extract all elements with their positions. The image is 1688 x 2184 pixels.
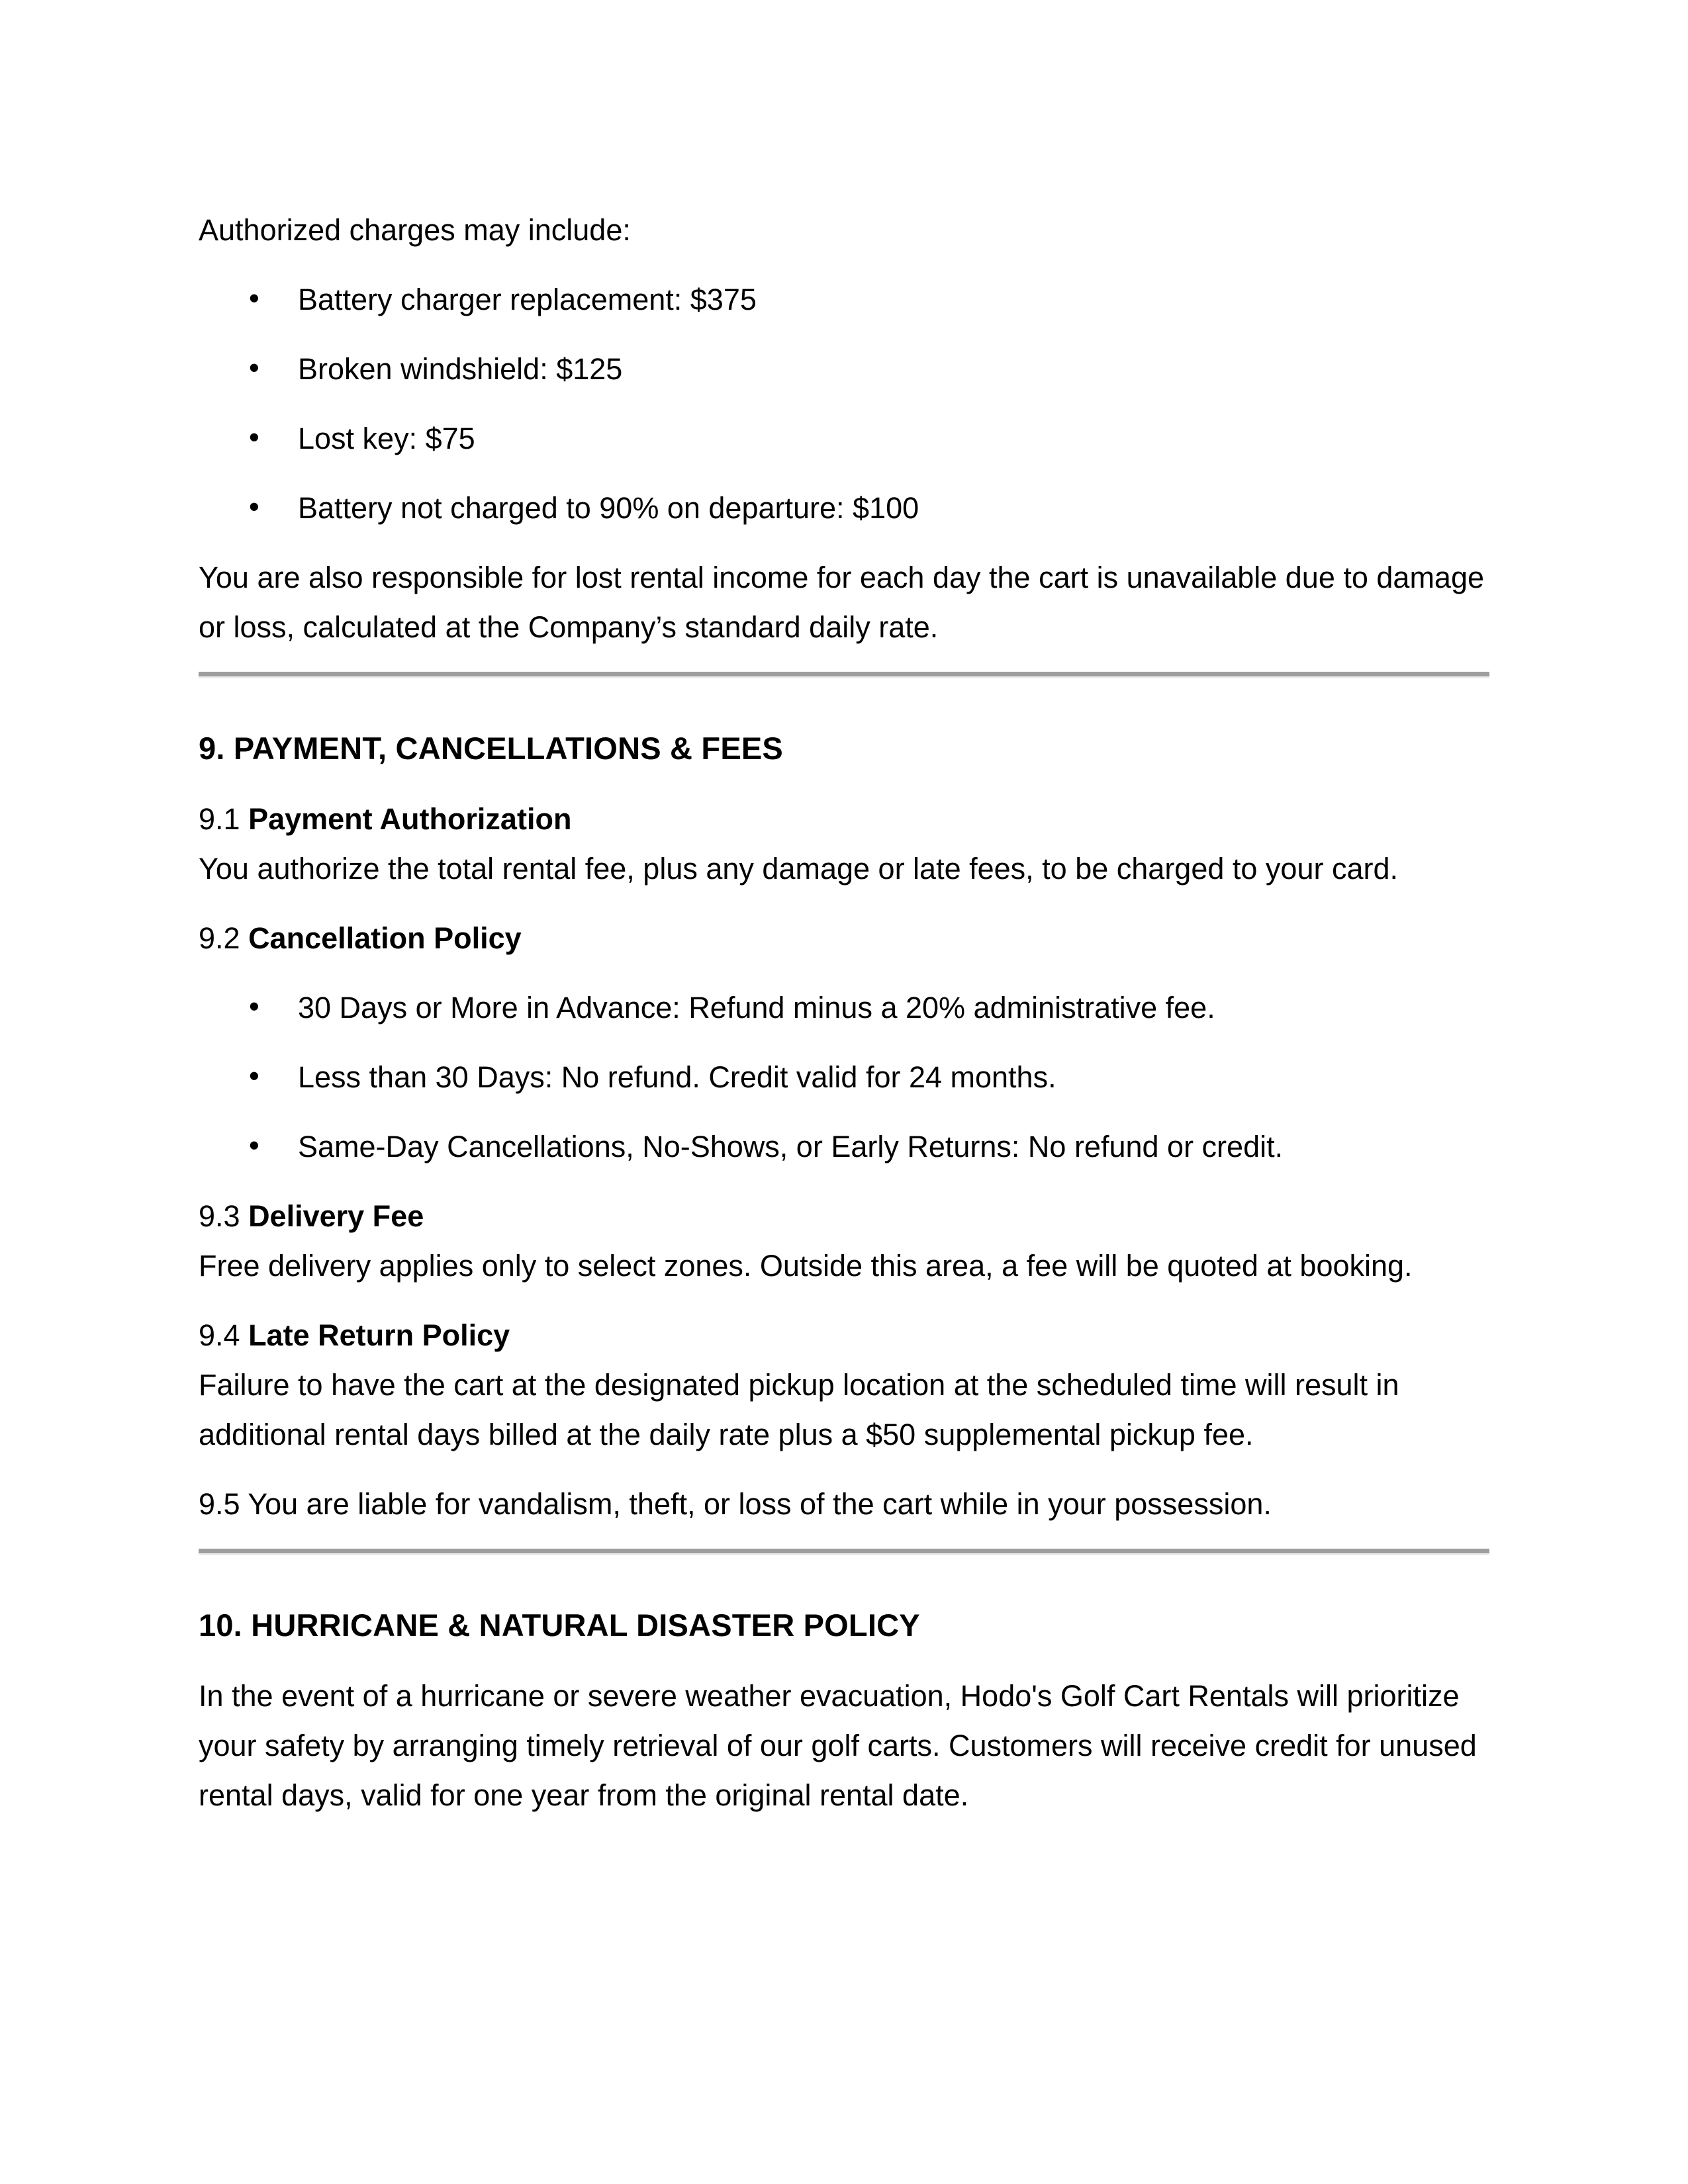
cancellation-rule-item: [199, 1052, 1489, 1102]
clause-body: Free delivery applies only to select zones. Outside this area, a fee will be quoted at booking.: [199, 1249, 1413, 1283]
clause-title: Delivery Fee: [248, 1199, 424, 1233]
list-item-text: 30 Days or More in Advance: Refund minus a 20% administrative fee.: [298, 991, 1215, 1024]
hurricane-policy-paragraph: In the event of a hurricane or severe weather evacuation, Hodo's Golf Cart Rentals will prioritize your safety by arranging timely retrieval of our golf carts. Customers will receive credit for unused rental days, valid for one year from the original rental date.: [199, 1679, 1477, 1812]
section-divider: [199, 672, 1489, 678]
payment-section-heading: 9. PAYMENT, CANCELLATIONS & FEES: [199, 731, 783, 766]
authorized-charge-item: [199, 275, 1489, 324]
section-divider: [199, 1549, 1489, 1555]
bullet-icon: •: [249, 989, 259, 1023]
clause-number: 9.1: [199, 802, 249, 836]
clause-title: Cancellation Policy: [248, 921, 522, 955]
lost-rental-income-paragraph: You are also responsible for lost rental income for each day the cart is unavailable due to damage or loss, calculated at the Company’s standard daily rate.: [199, 561, 1485, 644]
clause-9-1: [199, 794, 1489, 893]
list-item-text: Lost key: $75: [298, 422, 475, 455]
clause-9-4: [199, 1310, 1489, 1459]
clause-body: You authorize the total rental fee, plus any damage or late fees, to be charged to your card.: [199, 852, 1398, 886]
list-item-text: Broken windshield: $125: [298, 352, 623, 386]
clause-number: 9.3: [199, 1199, 249, 1233]
bullet-icon: •: [249, 281, 259, 315]
clause-9-5-paragraph: 9.5 You are liable for vandalism, theft, or loss of the cart while in your possession.: [199, 1487, 1272, 1521]
authorized-charge-item: [199, 344, 1489, 394]
cancellation-rule-item: [199, 1122, 1489, 1171]
authorized-charge-item: [199, 414, 1489, 463]
clause-body: Failure to have the cart at the designated pickup location at the scheduled time will result in additional rental days billed at the daily rate plus a $50 supplemental pickup fee.: [199, 1368, 1399, 1451]
bullet-icon: •: [249, 1128, 259, 1162]
clause-9-2: [199, 913, 1489, 963]
clause-title: Payment Authorization: [248, 802, 572, 836]
list-item-text: Battery not charged to 90% on departure: $100: [298, 491, 919, 525]
authorized-charge-item: [199, 483, 1489, 533]
authorized-charges-intro: Authorized charges may include:: [199, 213, 631, 247]
hurricane-section-heading: 10. HURRICANE & NATURAL DISASTER POLICY: [199, 1608, 920, 1643]
bullet-icon: •: [249, 420, 259, 454]
list-item-text: Same-Day Cancellations, No-Shows, or Early Returns: No refund or credit.: [298, 1130, 1284, 1163]
bullet-icon: •: [249, 1059, 259, 1093]
list-item-text: Less than 30 Days: No refund. Credit valid for 24 months.: [298, 1060, 1056, 1094]
cancellation-rule-item: [199, 983, 1489, 1032]
authorized-charges-list: [199, 275, 1489, 533]
list-item-text: Battery charger replacement: $375: [298, 283, 757, 316]
clause-number: 9.4: [199, 1318, 249, 1352]
bullet-icon: •: [249, 490, 259, 523]
cancellation-policy-list: [199, 983, 1489, 1171]
clause-number: 9.2: [199, 921, 249, 955]
clause-9-3: [199, 1191, 1489, 1291]
bullet-icon: •: [249, 351, 259, 385]
clause-title: Late Return Policy: [248, 1318, 510, 1352]
